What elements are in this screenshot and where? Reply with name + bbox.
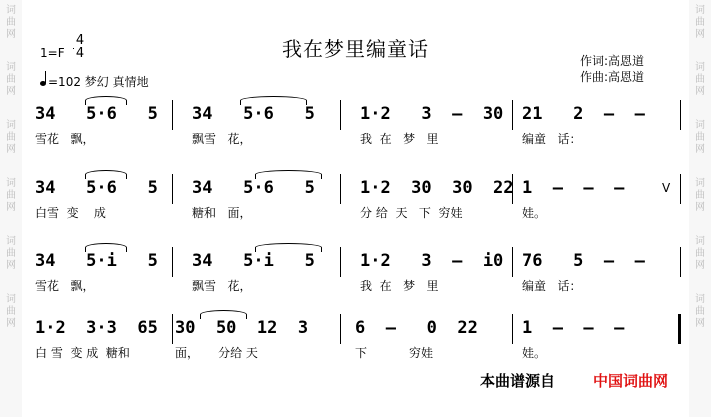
barline	[172, 314, 173, 344]
measure-lyrics: 飘雪 花，	[192, 132, 252, 146]
measure-lyrics: 面， 分给 天	[175, 346, 258, 360]
watermark-glyph: 曲	[6, 248, 16, 259]
measure-lyrics: 白雪 变 成	[35, 206, 106, 220]
barline	[340, 100, 341, 130]
measure-notes: 1·2 3·3 65	[35, 318, 158, 338]
watermark-glyph: 网	[6, 260, 16, 271]
measure-lyrics: 下 穷娃	[355, 346, 433, 360]
measure-notes: 34 5·6 5	[35, 178, 158, 198]
watermark-glyph: 词	[6, 120, 16, 131]
barline	[340, 247, 341, 277]
slur-arc	[240, 96, 307, 105]
measure-lyrics: 编童 话：	[522, 132, 582, 146]
barline	[680, 247, 681, 277]
watermark-glyph: 曲	[695, 190, 705, 201]
slur-arc	[85, 170, 127, 179]
source-label: 本曲谱源自	[480, 372, 556, 390]
watermark-glyph: 曲	[6, 306, 16, 317]
watermark-right	[689, 0, 711, 417]
measure-notes: 1·2 3 — i0	[360, 251, 504, 271]
measure-lyrics: 我 在 梦 里	[360, 279, 439, 293]
measure-notes: 34 5·6 5	[192, 104, 315, 124]
lyricist-credit: 作词:高恩道	[580, 54, 645, 68]
watermark-glyph: 词	[6, 62, 16, 73]
watermark-glyph: 曲	[695, 248, 705, 259]
tempo-text: =102 梦幻 真情地	[48, 75, 149, 89]
watermark-glyph: 词	[6, 178, 16, 189]
barline	[172, 247, 173, 277]
watermark-glyph: 网	[695, 202, 705, 213]
slur-arc	[85, 243, 127, 252]
measure-notes: 34 5·6 5	[35, 104, 158, 124]
time-signature	[73, 34, 87, 60]
watermark-glyph: 词	[6, 5, 16, 16]
slur-arc	[200, 310, 247, 319]
key-signature: 1=F	[40, 46, 65, 60]
barline	[678, 314, 681, 344]
watermark-glyph: 网	[6, 202, 16, 213]
watermark-glyph: 词	[695, 5, 705, 16]
measure-notes: 1 — — —	[522, 178, 625, 198]
composer-credit: 作曲:高恩道	[580, 70, 645, 84]
measure-notes: 34 5·i 5	[192, 251, 315, 271]
measure-lyrics: 雪花 飘，	[35, 132, 95, 146]
breath-mark: V	[662, 181, 671, 195]
time-signature-numerator: 4	[75, 33, 85, 48]
barline	[680, 174, 681, 204]
watermark-glyph: 曲	[6, 17, 16, 28]
measure-notes: 1·2 30 30 22	[360, 178, 514, 198]
barline	[680, 100, 681, 130]
watermark-glyph: 曲	[6, 132, 16, 143]
barline	[172, 100, 173, 130]
watermark-glyph: 词	[6, 236, 16, 247]
measure-notes: 34 5·6 5	[192, 178, 315, 198]
measure-lyrics: 糖和 面，	[192, 206, 252, 220]
measure-lyrics: 娃。	[522, 346, 547, 360]
watermark-glyph: 网	[6, 86, 16, 97]
watermark-glyph: 网	[695, 318, 705, 329]
barline	[340, 174, 341, 204]
measure-notes: 30 50 12 3	[175, 318, 309, 338]
measure-notes: 1 — — —	[522, 318, 625, 338]
watermark-left	[0, 0, 22, 417]
watermark-glyph: 词	[695, 294, 705, 305]
watermark-glyph: 词	[695, 178, 705, 189]
watermark-glyph: 词	[695, 120, 705, 131]
watermark-glyph: 网	[6, 29, 16, 40]
watermark-glyph: 曲	[6, 190, 16, 201]
barline	[512, 314, 513, 344]
watermark-glyph: 曲	[695, 306, 705, 317]
measure-lyrics: 白 雪 变 成 糖和	[35, 346, 130, 360]
tempo-marking	[40, 73, 149, 90]
watermark-glyph: 词	[695, 62, 705, 73]
watermark-glyph: 网	[6, 144, 16, 155]
slur-arc	[85, 96, 127, 105]
watermark-glyph: 词	[695, 236, 705, 247]
watermark-glyph: 曲	[695, 17, 705, 28]
measure-notes: 76 5 — —	[522, 251, 645, 271]
barline	[172, 174, 173, 204]
watermark-glyph: 网	[695, 144, 705, 155]
measure-notes: 34 5·i 5	[35, 251, 158, 271]
watermark-glyph: 网	[695, 260, 705, 271]
watermark-glyph: 网	[695, 86, 705, 97]
measure-lyrics: 雪花 飘，	[35, 279, 95, 293]
song-title: 我在梦里编童话	[282, 37, 429, 61]
slur-arc	[255, 243, 322, 252]
watermark-glyph: 网	[695, 29, 705, 40]
measure-notes: 6 — 0 22	[355, 318, 478, 338]
barline	[512, 100, 513, 130]
watermark-glyph: 曲	[6, 74, 16, 85]
measure-lyrics: 娃。	[522, 206, 547, 220]
watermark-glyph: 词	[6, 294, 16, 305]
measure-notes: 1·2 3 — 30	[360, 104, 504, 124]
measure-notes: 21 2 — —	[522, 104, 645, 124]
measure-lyrics: 飘雪 花，	[192, 279, 252, 293]
watermark-glyph: 曲	[695, 74, 705, 85]
watermark-glyph: 曲	[695, 132, 705, 143]
measure-lyrics: 编童 话：	[522, 279, 582, 293]
source-site-link[interactable]: 中国词曲网	[593, 372, 669, 390]
time-signature-denominator: 4	[75, 46, 85, 61]
barline	[512, 247, 513, 277]
watermark-glyph: 网	[6, 318, 16, 329]
measure-lyrics: 我 在 梦 里	[360, 132, 439, 146]
quarter-note-icon	[40, 81, 46, 86]
measure-lyrics: 分 给 天 下 穷娃	[360, 206, 463, 220]
barline	[340, 314, 341, 344]
slur-arc	[255, 170, 322, 179]
